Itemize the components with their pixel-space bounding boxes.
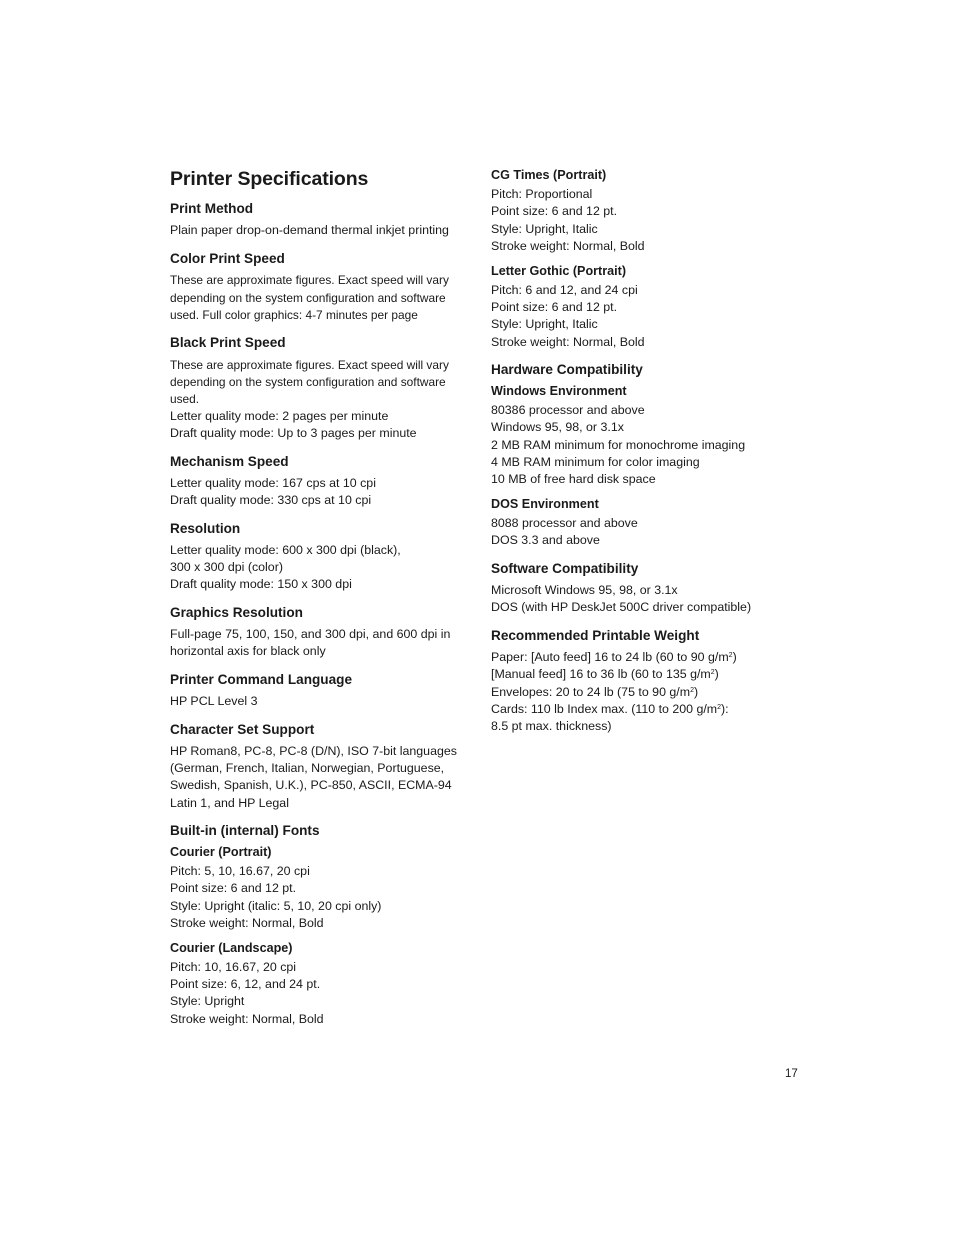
resolution-line: 300 x 300 dpi (color) [170, 560, 283, 574]
printable-weight-tail: ) [693, 685, 699, 699]
printable-weight-line [491, 684, 698, 701]
graphics-resolution-heading: Graphics Resolution [170, 605, 303, 620]
print-method-text: Plain paper drop-on-demand thermal inkjet printing [170, 223, 449, 237]
page-number: 17 [785, 1068, 798, 1080]
courier-portrait-heading: Courier (Portrait) [170, 845, 272, 859]
printable-weight-line [491, 718, 612, 735]
printer-command-language-heading: Printer Command Language [170, 672, 353, 687]
windows-environment-heading: Windows Environment [491, 384, 627, 398]
windows-environment-line: 10 MB of free hard disk space [491, 472, 656, 486]
character-set-support-line: HP Roman8, PC-8, PC-8 (D/N), ISO 7-bit languages [170, 744, 457, 758]
superscript: 2 [728, 652, 733, 659]
character-set-support-line: Swedish, Spanish, U.K.), PC-850, ASCII, ECMA-94 [170, 778, 452, 792]
mechanism-speed-line: Draft quality mode: 330 cps at 10 cpi [170, 493, 372, 507]
superscript: 2 [717, 704, 722, 711]
printable-weight-line [491, 701, 729, 718]
printable-weight-line [491, 666, 719, 683]
printable-weight-tail: ) [732, 650, 737, 664]
printable-weight-heading: Recommended Printable Weight [491, 628, 700, 643]
letter-gothic-line: Style: Upright, Italic [491, 317, 598, 331]
cg-times-line: Style: Upright, Italic [491, 222, 598, 236]
letter-gothic-line: Pitch: 6 and 12, and 24 cpi [491, 283, 638, 297]
software-compatibility-line: Microsoft Windows 95, 98, or 3.1x [491, 583, 678, 597]
dos-environment-line: DOS 3.3 and above [491, 533, 600, 547]
courier-portrait-line: Stroke weight: Normal, Bold [170, 916, 324, 930]
letter-gothic-line: Stroke weight: Normal, Bold [491, 335, 645, 349]
print-method-heading: Print Method [170, 201, 254, 216]
graphics-resolution-line: Full-page 75, 100, 150, and 300 dpi, and 600 dpi in [170, 627, 451, 641]
printer-command-language-line: HP PCL Level 3 [170, 694, 258, 708]
printable-weight-text: Cards: 110 lb Index max. (110 to 200 g/m [491, 702, 718, 716]
cg-times-line: Pitch: Proportional [491, 187, 593, 201]
software-compatibility-line: DOS (with HP DeskJet 500C driver compatible) [491, 600, 752, 614]
letter-gothic-heading: Letter Gothic (Portrait) [491, 264, 627, 278]
courier-landscape-line: Point size: 6, 12, and 24 pt. [170, 977, 321, 991]
letter-gothic-line: Point size: 6 and 12 pt. [491, 300, 618, 314]
black-print-speed-line: Draft quality mode: Up to 3 pages per minute [170, 426, 417, 440]
printable-weight-text: [Manual feed] 16 to 36 lb (60 to 135 g/m [491, 667, 711, 681]
superscript: 2 [710, 669, 715, 676]
printable-weight-text: 8.5 pt max. thickness) [491, 719, 612, 733]
windows-environment-line: 2 MB RAM minimum for monochrome imaging [491, 438, 746, 452]
mechanism-speed-line: Letter quality mode: 167 cps at 10 cpi [170, 476, 376, 490]
courier-landscape-line: Pitch: 10, 16.67, 20 cpi [170, 960, 297, 974]
character-set-support-line: Latin 1, and HP Legal [170, 796, 289, 810]
black-print-speed-line: depending on the system configuration and software [170, 375, 446, 389]
cg-times-line: Point size: 6 and 12 pt. [491, 204, 618, 218]
courier-portrait-line: Point size: 6 and 12 pt. [170, 881, 297, 895]
windows-environment-line: 80386 processor and above [491, 403, 645, 417]
black-print-speed-line: These are approximate figures. Exact speed will vary [170, 358, 449, 372]
black-print-speed-line: used. [170, 392, 200, 406]
courier-landscape-line: Style: Upright [170, 994, 245, 1008]
courier-portrait-line: Pitch: 5, 10, 16.67, 20 cpi [170, 864, 310, 878]
cg-times-heading: CG Times (Portrait) [491, 168, 607, 182]
courier-landscape-heading: Courier (Landscape) [170, 941, 293, 955]
cg-times-line: Stroke weight: Normal, Bold [491, 239, 645, 253]
printable-weight-line [491, 649, 737, 666]
graphics-resolution-line: horizontal axis for black only [170, 644, 326, 658]
color-print-speed-line: These are approximate figures. Exact speed will vary [170, 273, 449, 287]
windows-environment-line: 4 MB RAM minimum for color imaging [491, 455, 700, 469]
mechanism-speed-heading: Mechanism Speed [170, 454, 289, 469]
printable-weight-tail: ) [714, 667, 719, 681]
dos-environment-heading: DOS Environment [491, 497, 599, 511]
character-set-support-heading: Character Set Support [170, 722, 315, 737]
windows-environment-line: Windows 95, 98, or 3.1x [491, 420, 624, 434]
hardware-compatibility-heading: Hardware Compatibility [491, 362, 643, 377]
superscript: 2 [690, 687, 694, 694]
color-print-speed-heading: Color Print Speed [170, 251, 285, 266]
printable-weight-text: Paper: [Auto feed] 16 to 24 lb (60 to 90 g/m [491, 650, 729, 664]
courier-portrait-line: Style: Upright (italic: 5, 10, 20 cpi only) [170, 899, 382, 913]
character-set-support-line: (German, French, Italian, Norwegian, Portuguese, [170, 761, 445, 775]
color-print-speed-line: used. Full color graphics: 4-7 minutes per page [170, 308, 418, 322]
printable-weight-tail: ): [721, 702, 729, 716]
courier-landscape-line: Stroke weight: Normal, Bold [170, 1012, 324, 1026]
resolution-line: Draft quality mode: 150 x 300 dpi [170, 577, 352, 591]
color-print-speed-line: depending on the system configuration and software [170, 291, 446, 305]
black-print-speed-heading: Black Print Speed [170, 335, 286, 350]
software-compatibility-heading: Software Compatibility [491, 561, 639, 576]
builtin-fonts-heading: Built-in (internal) Fonts [170, 823, 320, 838]
dos-environment-line: 8088 processor and above [491, 516, 638, 530]
black-print-speed-line: Letter quality mode: 2 pages per minute [170, 409, 389, 423]
page-title: Printer Specifications [170, 168, 369, 190]
printable-weight-text: Envelopes: 20 to 24 lb (75 to 90 g/m [491, 685, 691, 699]
resolution-heading: Resolution [170, 521, 241, 536]
resolution-line: Letter quality mode: 600 x 300 dpi (black), [170, 543, 401, 557]
